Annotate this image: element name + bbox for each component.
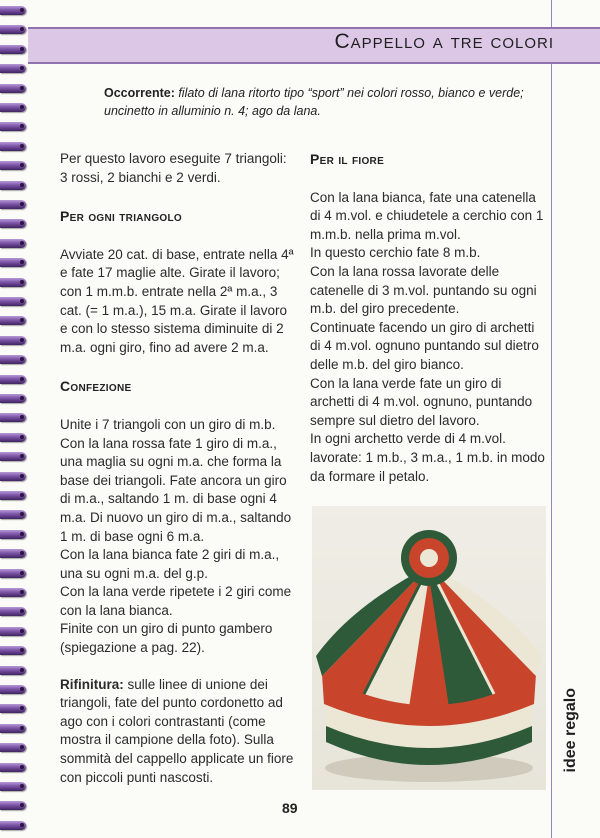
flower-heading: Per il fiore — [310, 151, 385, 167]
spiral-ring — [0, 472, 26, 481]
spiral-ring — [0, 25, 26, 34]
spiral-ring — [0, 801, 26, 810]
spiral-ring — [0, 316, 26, 325]
right-column — [310, 150, 546, 486]
left-column — [60, 150, 296, 787]
spiral-ring — [0, 355, 26, 364]
spiral-ring — [0, 666, 26, 675]
materials-label: Occorrente: — [104, 86, 175, 100]
spiral-ring — [0, 510, 26, 519]
spiral-ring — [0, 743, 26, 752]
hat-photo — [312, 506, 546, 790]
spiral-ring — [0, 239, 26, 248]
spiral-ring — [0, 258, 26, 267]
spiral-ring — [0, 278, 26, 287]
spiral-ring — [0, 569, 26, 578]
page-number: 89 — [282, 800, 298, 816]
spiral-ring — [0, 782, 26, 791]
flower-paragraph-3: Con la lana rossa lavorate delle catenelle di 3 m.vol. puntando su ogni m.b. del giro precedente. — [310, 263, 537, 317]
spiral-ring — [0, 491, 26, 500]
spiral-ring — [0, 297, 26, 306]
triangle-heading: Per ogni triangolo — [60, 208, 182, 225]
finishing-label: Rifinitura: — [60, 676, 124, 692]
spiral-ring — [0, 45, 26, 54]
spiral-ring — [0, 588, 26, 597]
flower-paragraph-5: Con la lana verde fate un giro di archetti di 4 m.vol. ognuno, puntando sempre sul dietro del lavoro. — [310, 375, 533, 428]
spiral-ring — [0, 627, 26, 636]
flower-paragraph-6: In ogni archetto verde di 4 m.vol. lavorate: 1 m.b., 3 m.a., 1 m.b. in modo da formare il petalo. — [310, 431, 545, 484]
flower-decoration — [401, 530, 457, 586]
spiral-ring — [0, 646, 26, 655]
margin-rule — [551, 0, 552, 838]
spiral-ring — [0, 452, 26, 461]
spiral-ring — [0, 6, 26, 15]
side-label-text: idee regalo — [562, 688, 579, 773]
spiral-ring — [0, 122, 26, 131]
spiral-ring — [0, 84, 26, 93]
assembly-paragraph-5: Finite con un giro di punto gambero (spiegazione a pag. 22). — [60, 621, 273, 656]
spiral-ring — [0, 413, 26, 422]
assembly-heading: Confezione — [60, 378, 132, 395]
spiral-ring — [0, 200, 26, 209]
spiral-ring — [0, 394, 26, 403]
flower-paragraph-2: In questo cerchio fate 8 m.b. — [310, 245, 481, 261]
spiral-ring — [0, 64, 26, 73]
intro-paragraph: Per questo lavoro eseguite 7 triangoli: 3 rossi, 2 bianchi e 2 verdi. — [60, 151, 287, 185]
assembly-paragraph-2: Con la lana rossa fate 1 giro di m.a., una maglia su ogni m.a. che forma la base dei triangoli. Fate ancora un giro di m.a., saltando 1 m. di base ogni 4 m.a. Di nuovo un giro di m.a., saltando 1 m. di base ogni 6 m.a. — [60, 435, 292, 544]
spiral-binding — [0, 0, 28, 838]
assembly-paragraph-4: Con la lana verde ripetete i 2 giri come con la lana bianca. — [60, 584, 292, 618]
spiral-ring — [0, 181, 26, 190]
spiral-ring — [0, 685, 26, 694]
triangle-paragraph: Avviate 20 cat. di base, entrate nella 4ª e fate 17 maglie alte. Girate il lavoro; con 1 m.m.b. entrate nella 2ª m.a., 3 cat. (= 1 m.a.), 15 m.a. Girate il lavoro e con lo stesso sistema diminuite di 2 m.a. ogni giro, fino ad avere 2 m.a. — [60, 246, 294, 355]
assembly-paragraph-3: Con la lana bianca fate 2 giri di m.a., una su ogni m.a. del g.p. — [60, 547, 280, 581]
spiral-ring — [0, 161, 26, 170]
spiral-ring — [0, 821, 26, 830]
spiral-ring — [0, 704, 26, 713]
spiral-ring — [0, 724, 26, 733]
finishing-paragraph — [60, 676, 296, 788]
spiral-ring — [0, 375, 26, 384]
spiral-ring — [0, 549, 26, 558]
spiral-ring — [0, 763, 26, 772]
spiral-ring — [0, 530, 26, 539]
page-title: Cappello a tre colori — [334, 30, 554, 53]
crocheted-hat-illustration — [312, 506, 546, 790]
spiral-ring — [0, 336, 26, 345]
spiral-ring — [0, 433, 26, 442]
materials-note — [104, 84, 544, 120]
flower-paragraph-1: Con la lana bianca, fate una catenella di 4 m.vol. e chiudetele a cerchio con 1 m.m.b. nella prima m.vol. — [310, 189, 544, 242]
finishing-text: sulle linee di unione dei triangoli, fate del punto cordonetto ad ago con i colori contrastanti (come mostra il campione della foto). Sulla sommità del cappello applicate un fiore con piccoli punti nascosti. — [60, 676, 294, 785]
materials-text: filato di lana ritorto tipo “sport” nei colori rosso, bianco e verde; uncinetto in alluminio n. 4; ago da lana. — [104, 86, 524, 118]
assembly-paragraph-1: Unite i 7 triangoli con un giro di m.b. — [60, 416, 276, 432]
spiral-ring — [0, 142, 26, 151]
spiral-ring — [0, 607, 26, 616]
spiral-ring — [0, 103, 26, 112]
flower-paragraph-4: Continuate facendo un giro di archetti di 4 m.vol. ognuno puntando sul dietro delle m.b. del giro bianco. — [310, 319, 539, 372]
spiral-ring — [0, 219, 26, 228]
